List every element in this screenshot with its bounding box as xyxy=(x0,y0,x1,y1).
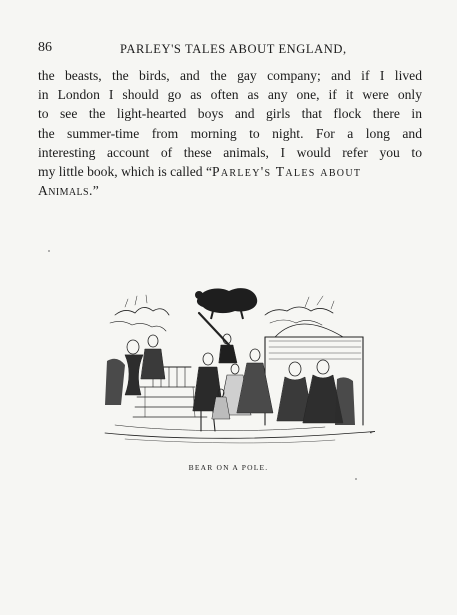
text-line: to see the light-hearted boys and girls that flock there in xyxy=(38,106,422,122)
illustration-caption: BEAR ON A POLE. xyxy=(188,463,269,472)
page-header xyxy=(38,40,418,60)
text-line xyxy=(38,162,422,181)
text-line: the beasts, the birds, and the gay company; and if I lived xyxy=(38,68,422,83)
text-line: in London I should go as often as any one, if it were only xyxy=(38,87,422,103)
bear-figure xyxy=(195,288,257,319)
page-number: 86 xyxy=(38,40,52,55)
text-line: interesting account of these animals, I would refer you to xyxy=(38,144,422,160)
text-line xyxy=(38,181,422,200)
body-paragraph xyxy=(38,66,422,200)
paper-speck xyxy=(48,250,50,252)
book-title-continued: Animals. xyxy=(38,183,93,199)
text-line: the summer-time from morning to night. For a long and xyxy=(38,125,422,141)
text-line-prefix: my little book, which is called “ xyxy=(38,164,213,180)
book-title: Parley's Tales about xyxy=(212,164,362,180)
running-head: PARLEY'S TALES ABOUT ENGLAND, xyxy=(120,42,347,56)
bear-on-pole-engraving xyxy=(95,275,375,447)
closing-quote: ” xyxy=(92,183,99,199)
paper-speck xyxy=(355,478,357,480)
